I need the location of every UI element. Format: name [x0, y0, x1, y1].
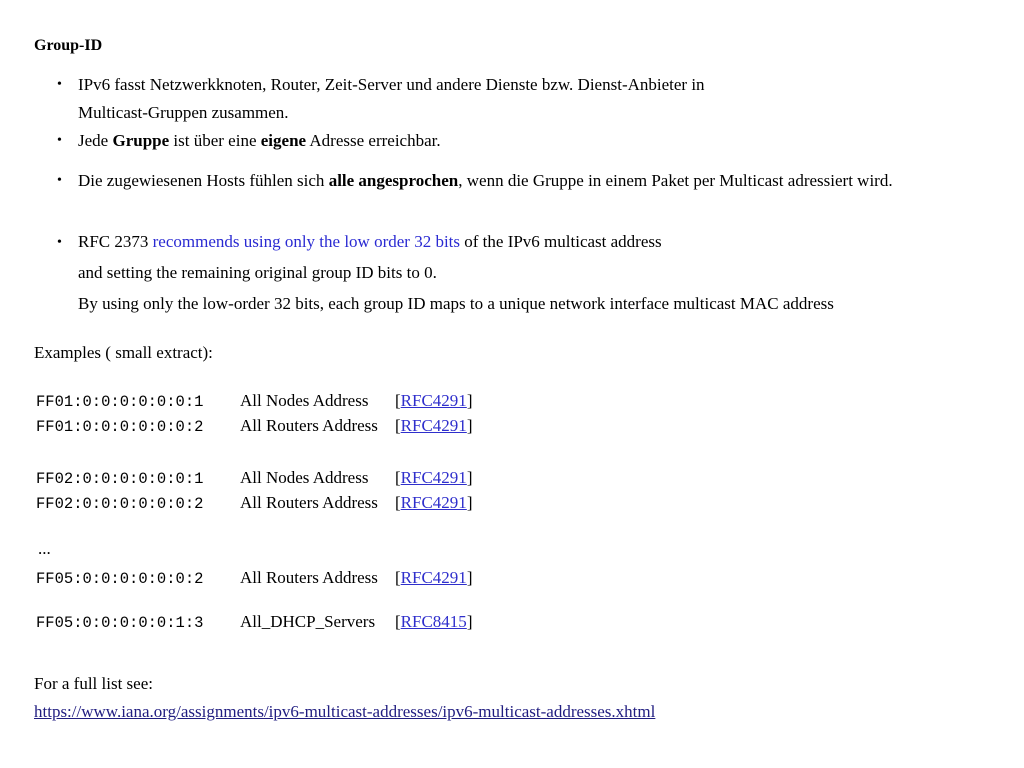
bracket: [: [395, 493, 401, 512]
multicast-address: FF05:0:0:0:0:0:1:3: [36, 614, 204, 632]
bullet-line: By using only the low-order 32 bits, each group ID maps to a unique network interface multicast MAC address: [78, 294, 834, 313]
address-description: All Routers Address: [240, 416, 378, 435]
bullet-line: Multicast-Gruppen zusammen.: [78, 103, 289, 122]
rfc-reference: [395, 389, 472, 412]
examples-heading: Examples ( small extract):: [34, 343, 213, 362]
table-row: [36, 466, 1004, 491]
text-segment: Jede: [78, 131, 113, 150]
text-segment: Die zugewiesenen Hosts fühlen sich: [78, 171, 329, 190]
table-row: [36, 389, 1004, 414]
table-row: [36, 414, 1004, 439]
bullet-item-ipv6-groups: [34, 71, 1004, 127]
bullet-item-rfc2373: [34, 226, 1004, 319]
multicast-address: FF02:0:0:0:0:0:0:2: [36, 495, 204, 513]
bullet-icon: •: [57, 173, 62, 188]
bracket: ]: [466, 568, 473, 587]
bracket: ]: [466, 493, 473, 512]
table-row: [36, 566, 1004, 591]
address-description: All Nodes Address: [240, 391, 369, 410]
bracket: [: [395, 568, 401, 587]
bold-text: Gruppe: [112, 131, 170, 150]
bold-text: eigene: [260, 131, 307, 150]
address-description: All Routers Address: [240, 493, 378, 512]
rfc-link[interactable]: RFC4291: [400, 493, 467, 512]
multicast-address: FF02:0:0:0:0:0:0:1: [36, 470, 204, 488]
bracket: ]: [466, 468, 473, 487]
bracket: ]: [466, 612, 473, 631]
text-segment: Adresse erreichbar.: [306, 131, 441, 150]
bracket: [: [395, 391, 401, 410]
bracket: [: [395, 416, 401, 435]
address-description: All Nodes Address: [240, 468, 369, 487]
table-row: [36, 491, 1004, 516]
bullet-item-gruppe-adresse: [34, 127, 1004, 155]
bracket: ]: [466, 391, 473, 410]
page-title: Group-ID: [34, 37, 103, 54]
multicast-address: FF01:0:0:0:0:0:0:1: [36, 393, 204, 411]
bullet-line: IPv6 fasst Netzwerkknoten, Router, Zeit-Server und andere Dienste bzw. Dienst-Anbieter in: [78, 75, 705, 94]
rfc-reference: [395, 466, 472, 489]
full-list-label: For a full list see:: [34, 674, 153, 693]
iana-multicast-list-link[interactable]: https://www.iana.org/assignments/ipv6-multicast-addresses/ipv6-multicast-addresses.xhtml: [34, 702, 656, 721]
rfc-link[interactable]: RFC4291: [400, 468, 467, 487]
table-ellipsis: ...: [38, 539, 51, 558]
rfc-reference: [395, 414, 472, 437]
rfc-link[interactable]: RFC4291: [400, 391, 467, 410]
bracket: [: [395, 468, 401, 487]
bullet-icon: •: [57, 77, 62, 92]
rfc-reference: [395, 610, 472, 633]
bullet-line: and setting the remaining original group ID bits to 0.: [78, 263, 437, 282]
text-segment: ist über eine: [169, 131, 261, 150]
bullet-item-hosts-angesprochen: [34, 167, 1004, 195]
address-description: All_DHCP_Servers: [240, 612, 376, 631]
rfc-link[interactable]: RFC8415: [400, 612, 467, 631]
bracket: [: [395, 612, 401, 631]
text-segment: of the IPv6 multicast address: [460, 232, 662, 251]
multicast-address-table: [36, 389, 1004, 635]
rfc-link[interactable]: RFC4291: [400, 416, 467, 435]
table-row: [36, 610, 1004, 635]
address-description: All Routers Address: [240, 568, 378, 587]
text-segment: , wenn die Gruppe in einem Paket per Multicast adressiert wird.: [458, 171, 893, 190]
iana-url-row: [34, 698, 1004, 726]
bracket: ]: [466, 416, 473, 435]
bullet-icon: •: [57, 235, 62, 250]
bold-text: alle angesprochen: [328, 171, 459, 190]
multicast-address: FF01:0:0:0:0:0:0:2: [36, 418, 204, 436]
text-segment: RFC 2373: [78, 232, 153, 251]
multicast-address: FF05:0:0:0:0:0:0:2: [36, 570, 204, 588]
rfc2373-recommendation-link[interactable]: recommends using only the low order 32 bits: [152, 232, 461, 251]
rfc-reference: [395, 566, 472, 589]
rfc-link[interactable]: RFC4291: [400, 568, 467, 587]
bullet-line: [78, 226, 1004, 257]
bullet-icon: •: [57, 133, 62, 148]
rfc-reference: [395, 491, 472, 514]
